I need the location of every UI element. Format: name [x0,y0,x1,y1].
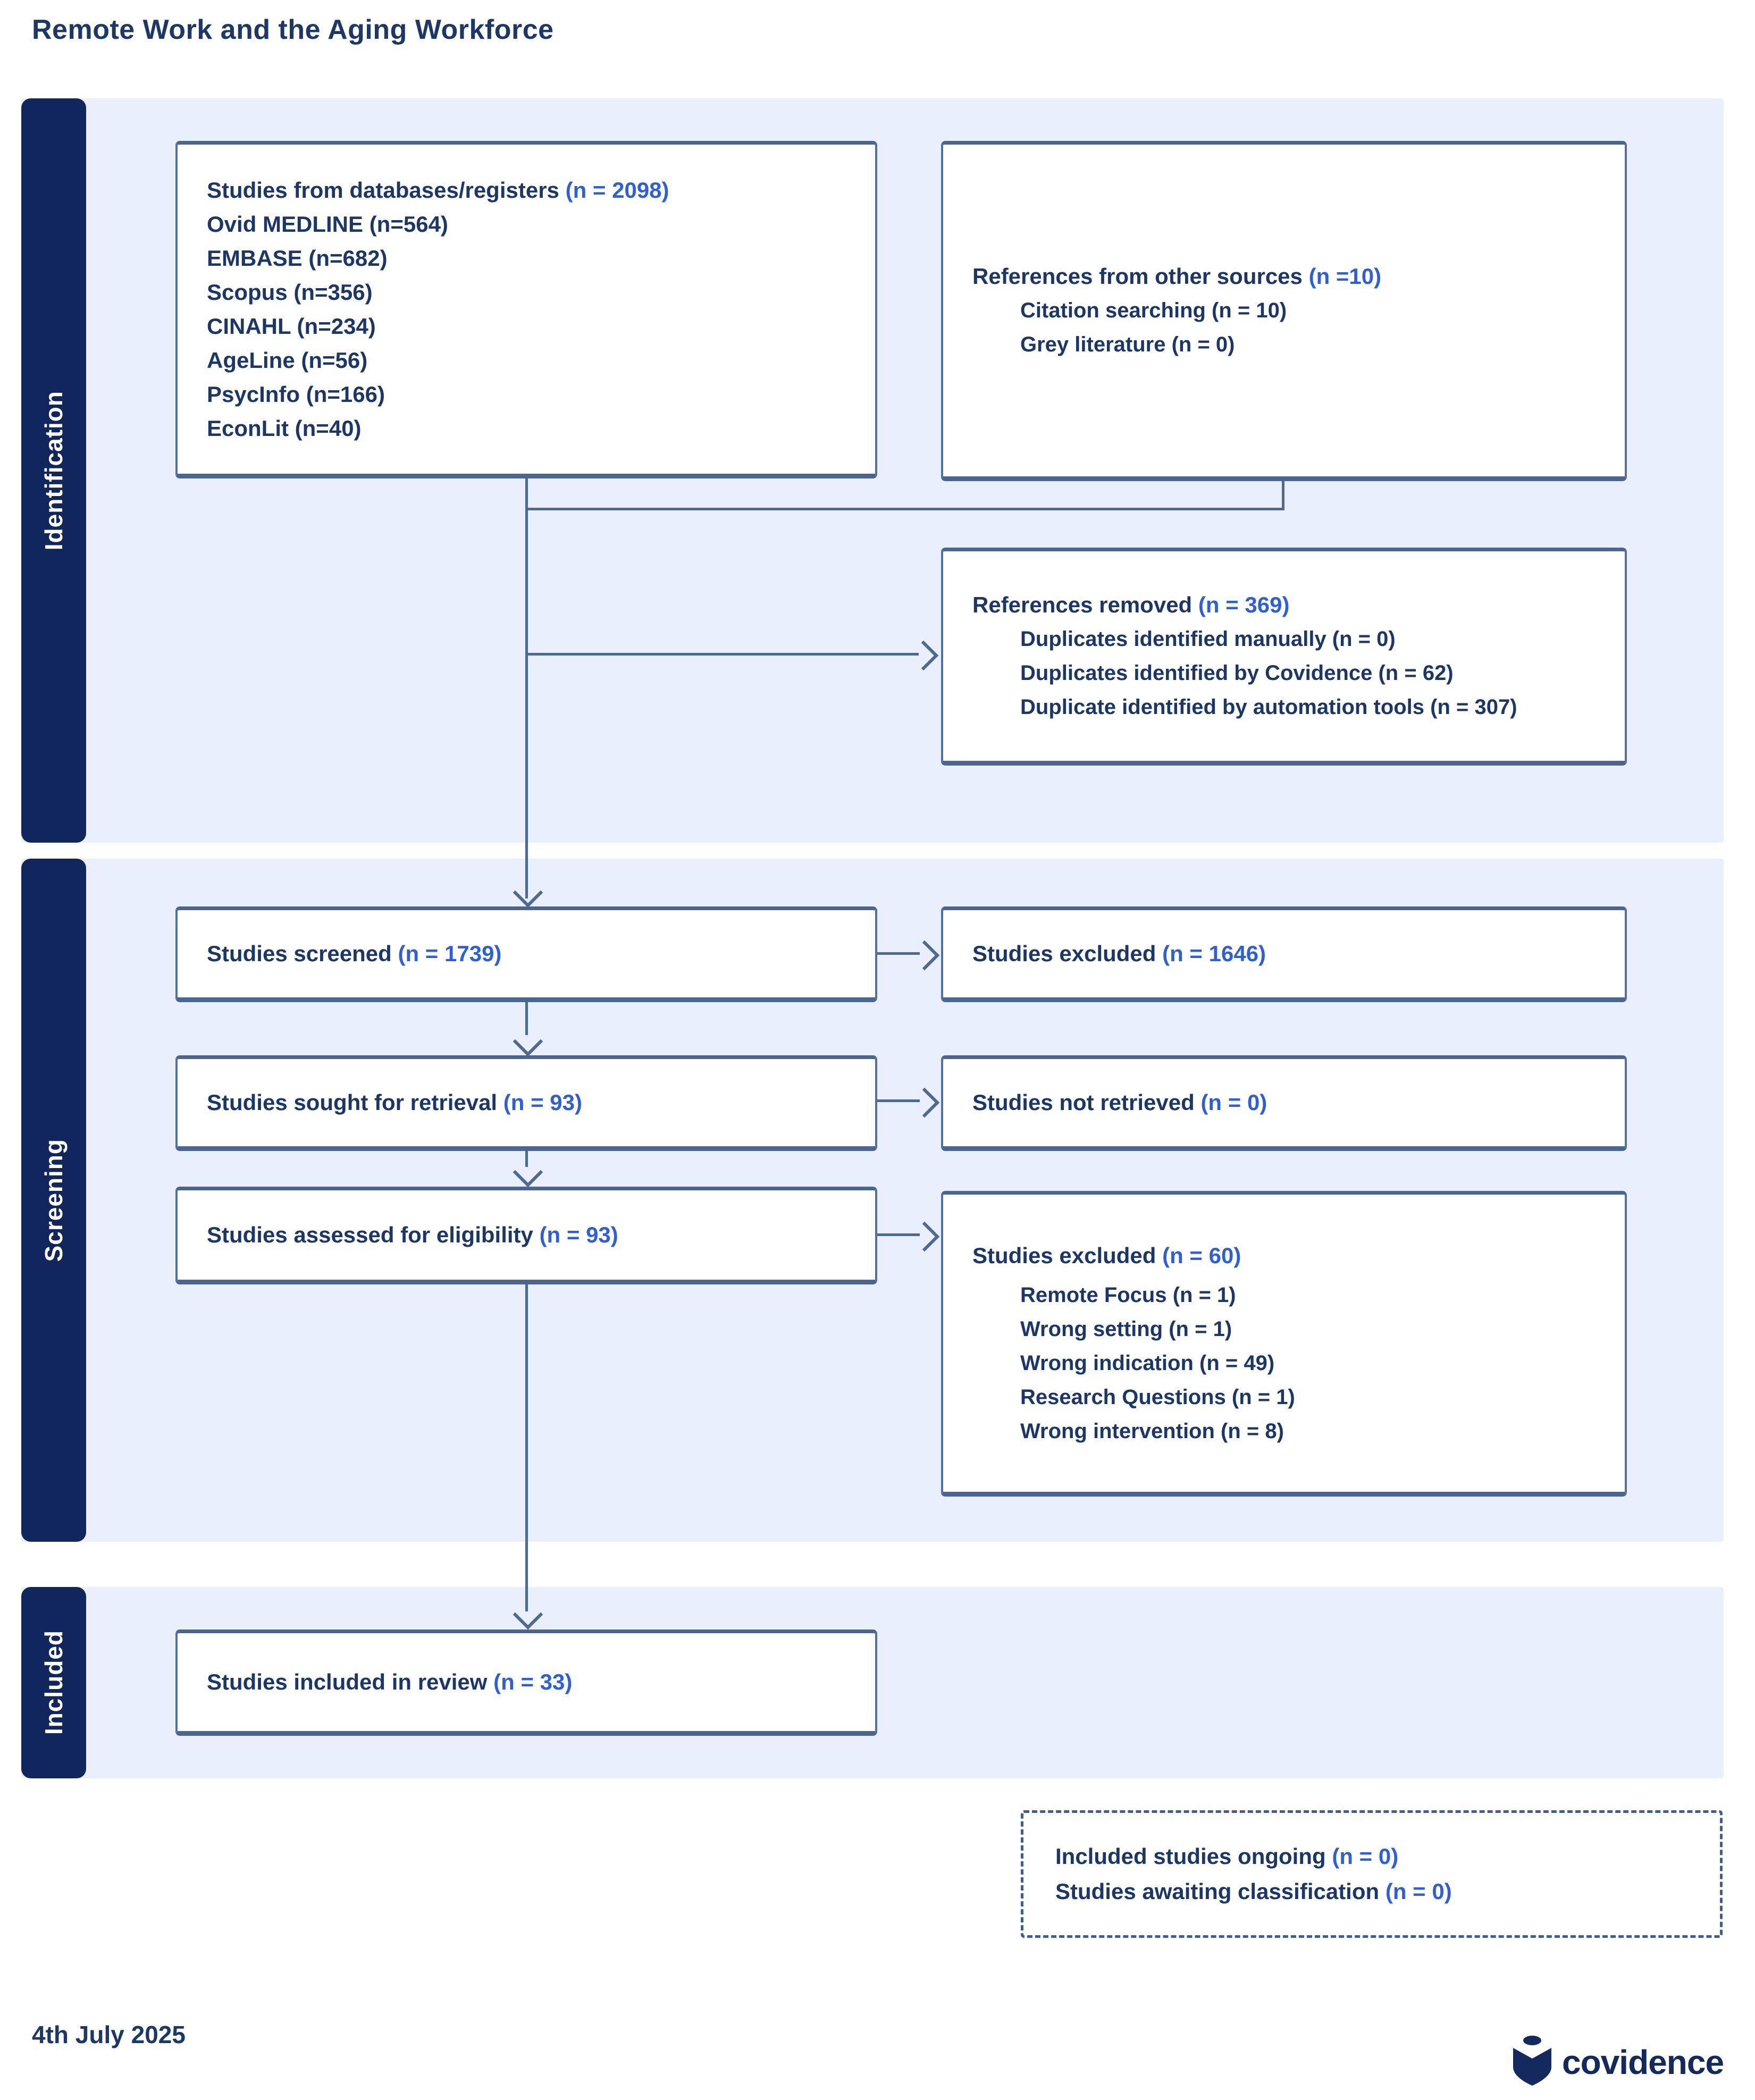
box-included-review-title: Studies included in review (n = 33) [207,1669,573,1694]
exclusion-reason: Remote Focus (n = 1) [1020,1283,1236,1307]
box-excluded-screening [941,906,1627,1002]
covidence-book-icon [1510,2034,1555,2090]
export-date: 4th July 2025 [32,2021,186,2048]
references-removed-item: Duplicates identified manually (n = 0) [1020,627,1396,651]
box-references-removed-title: References removed (n = 369) [972,592,1290,617]
connector-databases-to-screened [525,478,528,898]
page-title: Remote Work and the Aging Workforce [32,14,554,45]
database-item: EMBASE (n=682) [207,245,388,271]
box-references-removed [941,548,1627,766]
database-item: CINAHL (n=234) [207,313,376,339]
included-label: Included [40,1630,68,1735]
database-item: AgeLine (n=56) [207,347,368,373]
references-removed-item: Duplicates identified by Covidence (n = 62) [1020,661,1454,685]
box-other-sources-title: References from other sources (n =10) [972,264,1382,289]
database-item: EconLit (n=40) [207,415,362,441]
box-excluded-eligibility-title: Studies excluded (n = 60) [972,1242,1241,1268]
box-screened-title: Studies screened (n = 1739) [207,941,502,966]
box-not-retrieved-title: Studies not retrieved (n = 0) [972,1090,1267,1115]
box-assessed-title: Studies assessed for eligibility (n = 93) [207,1222,618,1247]
box-databases [175,141,877,478]
box-excluded-eligibility [941,1191,1627,1497]
box-ongoing-awaiting [1021,1810,1723,1938]
box-not-retrieved [941,1055,1627,1151]
box-sought-title: Studies sought for retrieval (n = 93) [207,1090,582,1115]
exclusion-reason: Wrong indication (n = 49) [1020,1351,1275,1375]
exclusion-reason: Wrong intervention (n = 8) [1020,1419,1284,1443]
exclusion-reason: Wrong setting (n = 1) [1020,1317,1232,1341]
covidence-logo [1510,2034,1724,2090]
awaiting-line: Studies awaiting classification (n = 0) [1055,1879,1452,1904]
identification-label: Identification [40,390,68,551]
box-databases-title: Studies from databases/registers (n = 2098) [207,177,669,203]
screening-label: Screening [40,1138,68,1262]
box-excluded-screening-title: Studies excluded (n = 1646) [972,941,1266,966]
connector-to-references-removed [525,653,919,656]
box-assessed [175,1187,877,1284]
references-removed-item: Duplicate identified by automation tools (n = 307) [1020,695,1517,719]
sidebar-identification [21,98,86,843]
database-item: Scopus (n=356) [207,279,373,305]
sidebar-screening [21,859,86,1542]
box-other-sources [941,141,1627,481]
other-sources-item: Citation searching (n = 10) [1020,299,1287,322]
connector-assessed-to-included [525,1284,528,1611]
sidebar-included [21,1587,86,1778]
box-included-review [175,1629,877,1736]
box-screened [175,906,877,1002]
connector-othersources-drop [1282,480,1284,510]
ongoing-line: Included studies ongoing (n = 0) [1055,1844,1399,1869]
covidence-wordmark: covidence [1562,2043,1724,2081]
box-sought [175,1055,877,1151]
database-item: PsycInfo (n=166) [207,381,385,407]
connector-merge-horizontal [525,508,1284,510]
database-item: Ovid MEDLINE (n=564) [207,211,448,237]
exclusion-reason: Research Questions (n = 1) [1020,1385,1295,1409]
other-sources-item: Grey literature (n = 0) [1020,333,1235,356]
